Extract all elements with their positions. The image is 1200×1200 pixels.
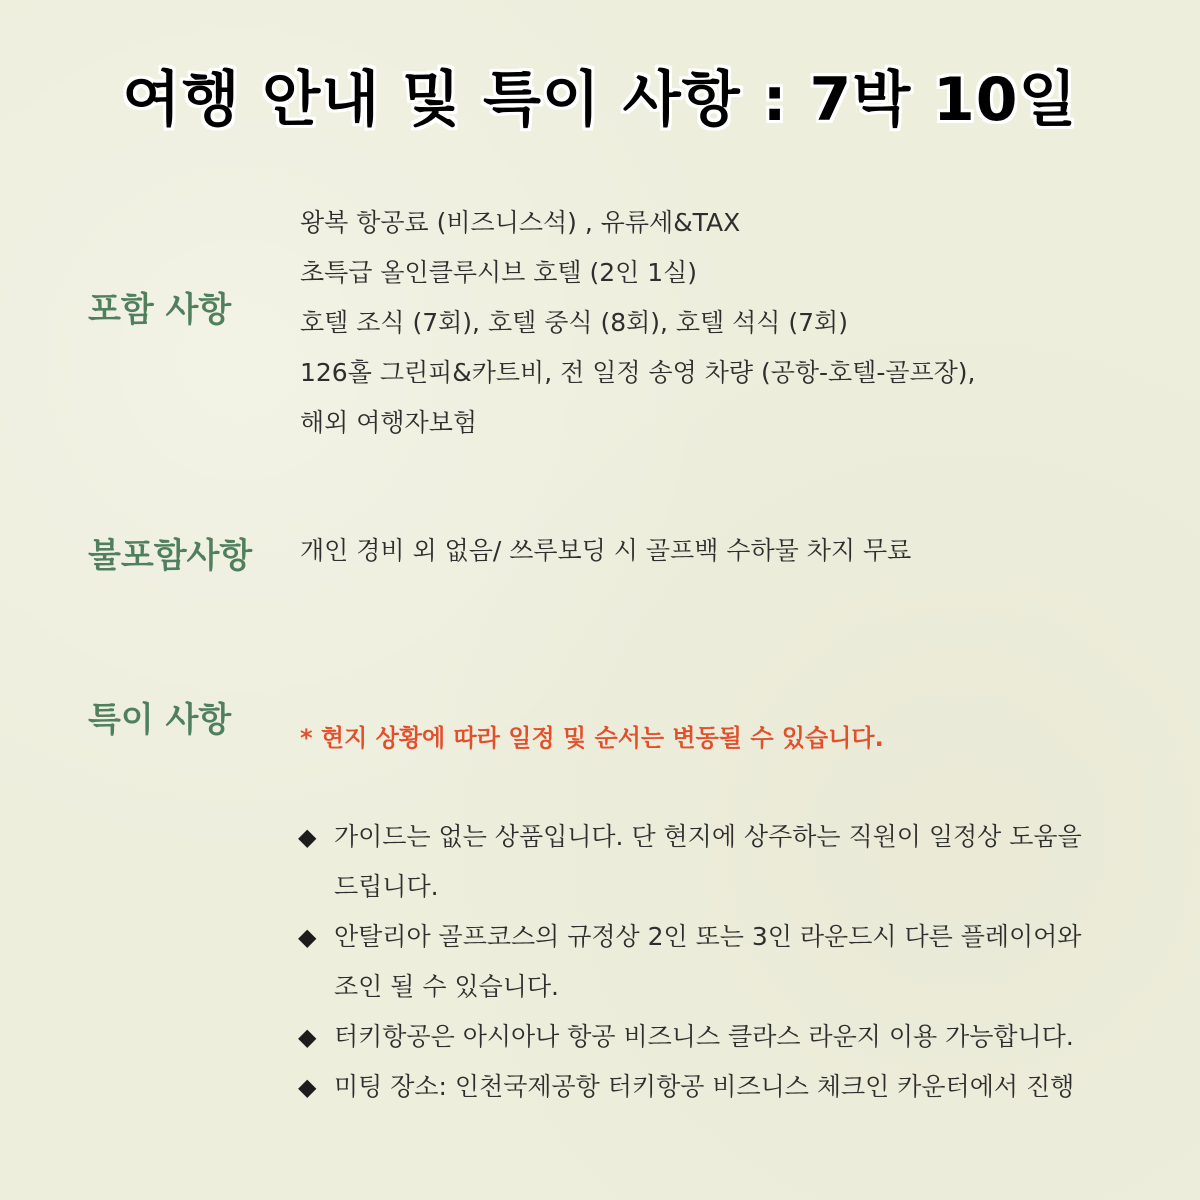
included-item: 126홀 그린피&카트비, 전 일정 송영 차량 (공항-호텔-골프장), bbox=[300, 358, 976, 387]
excluded-item: 개인 경비 외 없음/ 쓰루보딩 시 골프백 수하물 차지 무료 bbox=[300, 536, 912, 565]
diamond-icon: ◆ bbox=[298, 923, 317, 951]
notes-label: 특이 사항 bbox=[88, 700, 232, 740]
bullet-item bbox=[298, 1062, 1118, 1112]
warning-note: * 현지 상황에 따라 일정 및 순서는 변동될 수 있습니다. bbox=[300, 724, 884, 752]
included-item: 호텔 조식 (7회), 호텔 중식 (8회), 호텔 석식 (7회) bbox=[300, 308, 848, 337]
diamond-icon: ◆ bbox=[298, 823, 317, 851]
notes-bullet-list bbox=[298, 812, 1118, 1112]
bullet-item bbox=[298, 812, 1118, 912]
bullet-line: 드립니다. bbox=[334, 872, 439, 901]
bullet-line: 조인 될 수 있습니다. bbox=[334, 972, 559, 1001]
included-label: 포함 사항 bbox=[88, 290, 232, 330]
excluded-label: 불포함사항 bbox=[88, 536, 253, 576]
included-list bbox=[300, 198, 976, 448]
included-item: 왕복 항공료 (비즈니스석) , 유류세&TAX bbox=[300, 208, 741, 237]
bullet-line: 터키항공은 아시아나 항공 비즈니스 클라스 라운지 이용 가능합니다. bbox=[334, 1022, 1074, 1051]
bullet-item bbox=[298, 1012, 1118, 1062]
bullet-line: 가이드는 없는 상품입니다. 단 현지에 상주하는 직원이 일정상 도움을 bbox=[334, 822, 1082, 851]
diamond-icon: ◆ bbox=[298, 1023, 317, 1051]
bullet-item bbox=[298, 912, 1118, 1012]
bullet-line: 안탈리아 골프코스의 규정상 2인 또는 3인 라운드시 다른 플레이어와 bbox=[334, 922, 1082, 951]
included-item: 초특급 올인클루시브 호텔 (2인 1실) bbox=[300, 258, 698, 287]
included-item: 해외 여행자보험 bbox=[300, 408, 477, 437]
page-title: 여행 안내 및 특이 사항 : 7박 10일 bbox=[122, 65, 1078, 135]
diamond-icon: ◆ bbox=[298, 1073, 317, 1101]
bullet-line: 미팅 장소: 인천국제공항 터키항공 비즈니스 체크인 카운터에서 진행 bbox=[334, 1072, 1075, 1101]
excluded-list bbox=[300, 526, 911, 576]
